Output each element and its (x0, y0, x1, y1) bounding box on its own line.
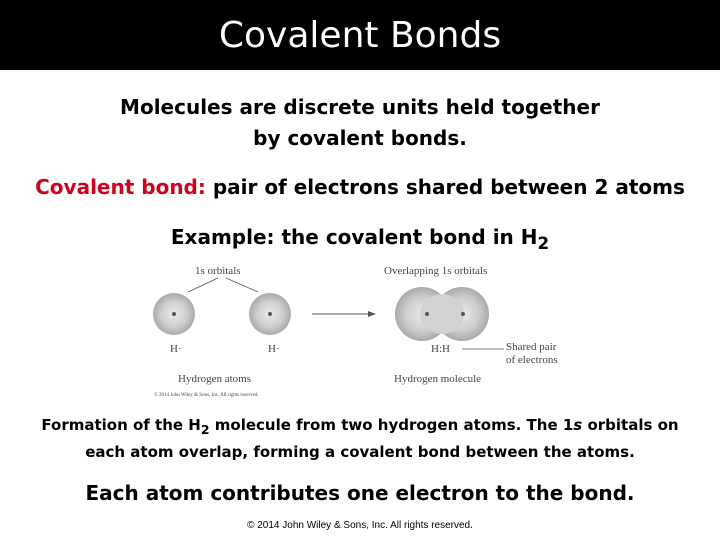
electron-molecule-right (461, 312, 465, 316)
definition (0, 174, 720, 200)
pointer-line-right (226, 278, 258, 292)
label-hydrogen-molecule: Hydrogen molecule (394, 373, 482, 385)
slide-title: Covalent Bonds (218, 14, 502, 56)
atom-symbol-right: H· (268, 343, 280, 355)
label-hydrogen-atoms: Hydrogen atoms (178, 373, 252, 385)
overlapping-orbitals (395, 287, 489, 341)
molecule-formula: H:H (431, 343, 450, 355)
pointer-line-left (188, 278, 218, 292)
figure-copyright: © 2014 John Wiley & Sons, Inc. All rights reserved. (154, 393, 259, 398)
h2-formation-figure (140, 258, 580, 408)
electron-molecule-left (425, 312, 429, 316)
definition-text: pair of electrons shared between 2 atoms (205, 175, 685, 199)
footer-copyright: © 2014 John Wiley & Sons, Inc. All rights reserved. (247, 520, 473, 531)
conclusion: Each atom contributes one electron to the bond. (85, 481, 635, 505)
label-1s-orbitals: 1s orbitals (195, 265, 241, 277)
example-line (0, 224, 720, 257)
title-bar (0, 0, 720, 70)
caption-line-2: each atom overlap, forming a covalent bond between the atoms. (85, 443, 635, 461)
intro-line-2: by covalent bonds. (253, 126, 467, 150)
example-prefix: Example: the covalent bond in H (170, 225, 538, 249)
shared-pair-label-1: Shared pair (506, 341, 557, 353)
intro-text (0, 92, 720, 154)
reaction-arrow-head (368, 311, 376, 317)
electron-right (268, 312, 272, 316)
definition-term: Covalent bond: (35, 175, 206, 199)
figure-caption (10, 414, 710, 464)
caption-line-1: Formation of the $H_2$ molecule from two hydrogen atoms. The 1s orbitals on (41, 416, 679, 437)
atom-symbol-left: H· (170, 343, 182, 355)
label-overlapping-orbitals: Overlapping 1s orbitals (384, 265, 488, 277)
example-subscript: 2 (537, 234, 550, 253)
intro-line-1: Molecules are discrete units held together (120, 95, 600, 119)
electron-left (172, 312, 176, 316)
shared-pair-label-2: of electrons (506, 354, 558, 366)
